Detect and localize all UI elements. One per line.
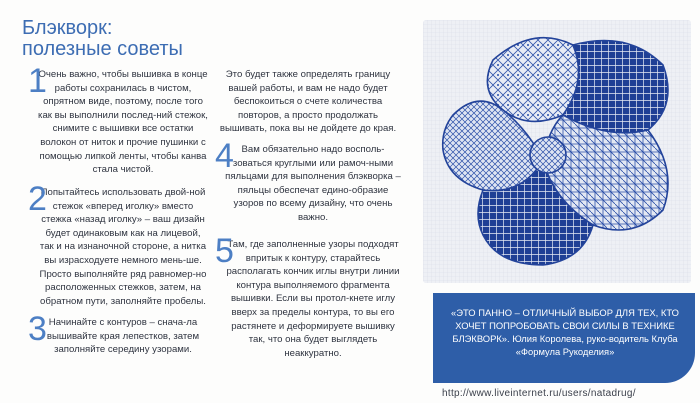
tip-number: 1 xyxy=(28,62,47,100)
quote-box xyxy=(433,293,695,383)
quote-author: Юлия Королева, руко-водитель Клуба «Формула Рукоделия» xyxy=(512,333,678,357)
tip-text: Вам обязательно надо восполь-зоваться круглыми или рамоч-ными пяльцами для выполнения блэкворка – пяльцы обеспечат едино-образие узоров по всему дизайну, что очень важно. xyxy=(225,144,401,223)
title-line-1: Блэкворк: xyxy=(22,17,113,39)
tip-text: Начинайте с контуров – снача-ла вышивайте края лепестков, затем заполняйте середину узорами. xyxy=(46,317,200,356)
quote-highlight: «ЭТО ПАННО – ОТЛИЧНЫЙ ВЫБОР ДЛЯ ТЕХ, КТО ХОЧЕТ ПОПРОБОВАТЬ СВОИ СИЛЫ В ТЕХНИКЕ БЛЭКВОРК». xyxy=(451,307,679,344)
tip-text: Очень важно, чтобы вышивка в конце работы сохранилась в чистом, опрятном виде, поэтому, после того как вы выполнили послед-ний стежок, снимите с вышивки все остатки волокон от ниток и прочие пушинки с помощью липкой ленты, чтобы канва стала чистой. xyxy=(38,69,208,176)
tip-number: 2 xyxy=(28,180,47,218)
blackwork-flower-icon xyxy=(423,20,691,283)
tip-number: 3 xyxy=(28,310,47,348)
source-url: http://www.liveinternet.ru/users/natadrug/ xyxy=(442,388,636,399)
tip-1 xyxy=(28,62,208,177)
tip-2 xyxy=(28,180,208,308)
embroidery-photo xyxy=(423,20,691,283)
tip-number: 4 xyxy=(215,137,234,175)
tip-3 xyxy=(28,310,208,357)
tip-4 xyxy=(215,137,401,225)
quote-text xyxy=(443,306,687,358)
tip-number: 5 xyxy=(215,232,234,270)
tip-5 xyxy=(215,232,401,360)
tip-text: Там, где заполненные узоры подходят впритык к контуру, старайтесь располагать кончик иглы внутри линии контура выполняемого фрагмента вышивки. Если вы протол-кнете иглу вверх за пределы контура, то вы его растянете и деформируете вышивку так, что она будет выглядеть неаккуратно. xyxy=(226,239,400,359)
title-line-2: полезные советы xyxy=(22,38,183,60)
page-title xyxy=(22,18,183,60)
tip-text: Попытайтесь использовать двой-ной стежок «вперед иголку» вместо стежка «назад иголку» – ваш дизайн будет одинаковым как на лицевой, так и на изнаночной стороне, а нитка вы израсходуете немного мень-ше. Просто выполняйте ряд равномер-но расположенных стежков, затем, на обратном пути, заполняйте пробелы. xyxy=(39,187,207,307)
column-2-intro: Это будет также определять границу вашей работы, и вам не надо будет беспокоиться о счете количества повторов, а просто продолжать вышивать, пока вы не дойдете до края. xyxy=(219,69,397,135)
